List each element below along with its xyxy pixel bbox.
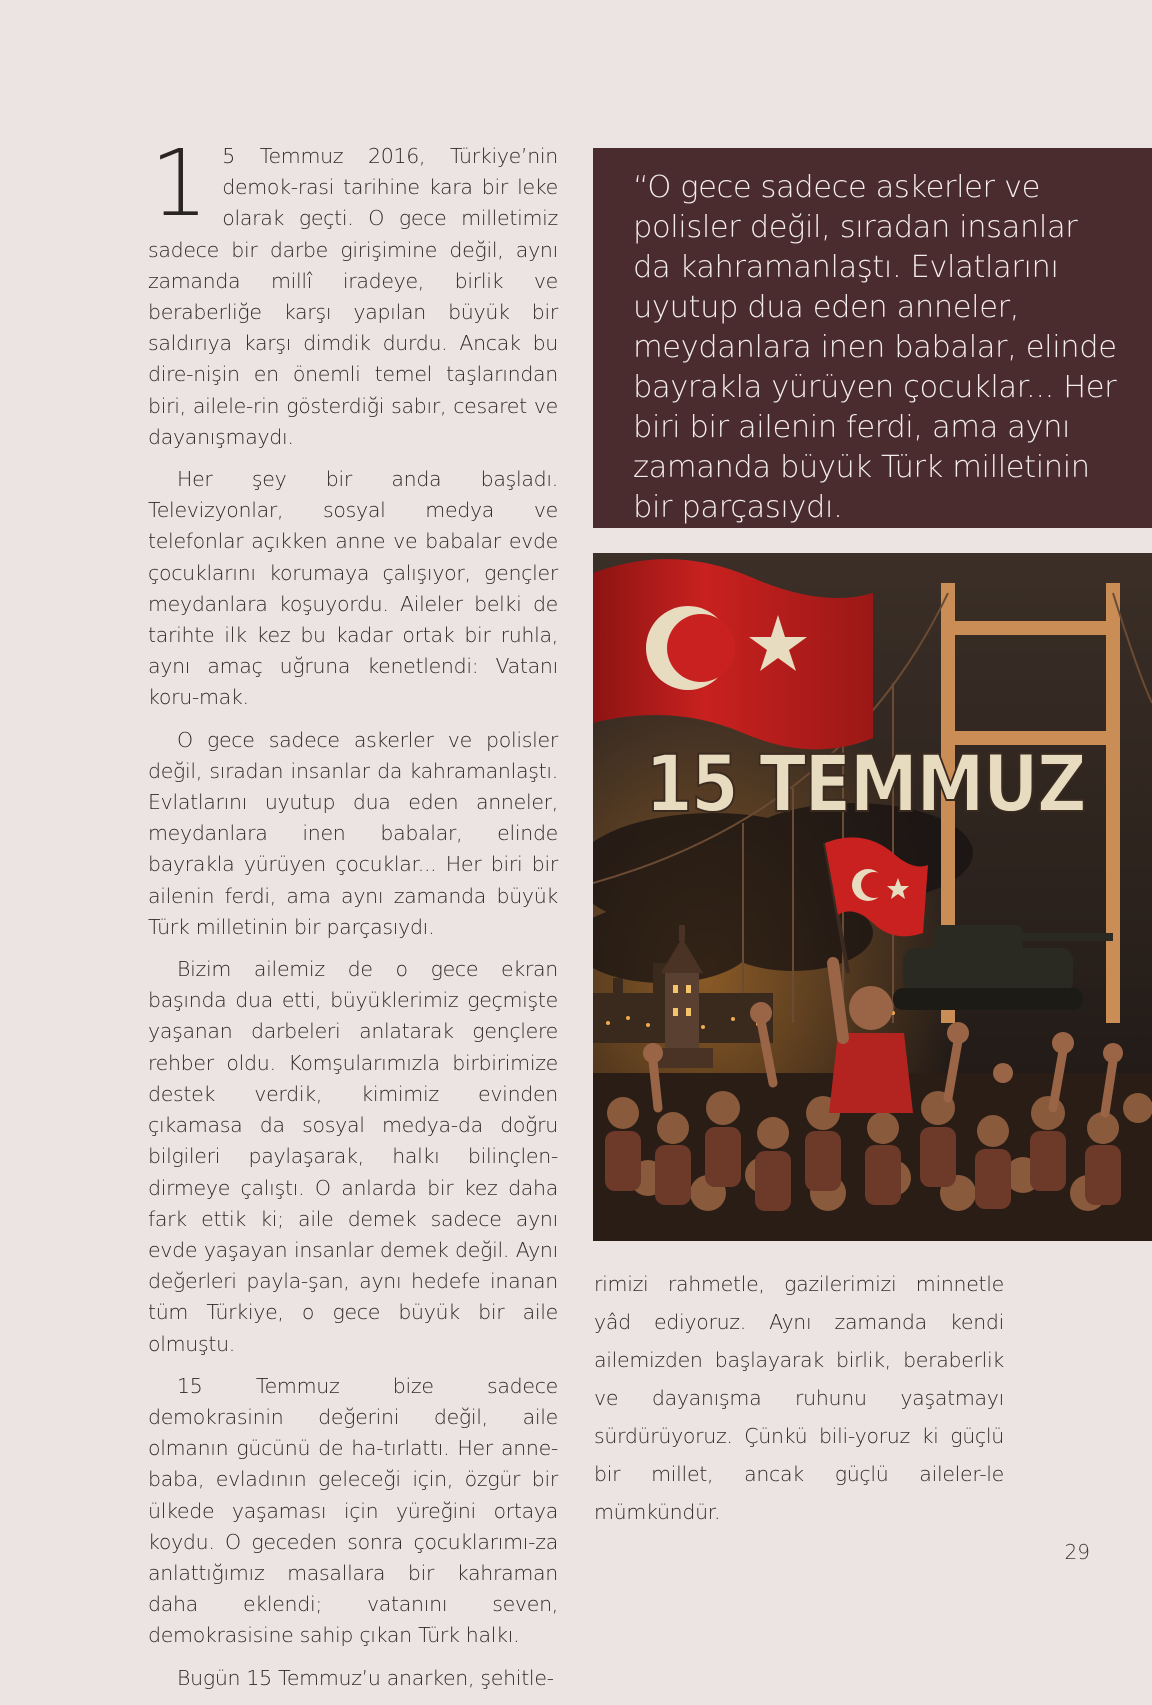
drop-cap: 1 bbox=[150, 130, 209, 237]
poster-title: 15 TEMMUZ bbox=[645, 740, 1085, 830]
poster-illustration bbox=[593, 553, 1152, 1241]
paragraph-1-text: 5 Temmuz 2016, Türkiye’nin demok-rasi tarihine kara bir leke olarak geçti. O gece milletimiz sadece bir darbe girişimine değil, aynı zamanda millî iradeye, birlik ve beraberliğe karşı yapılan büyük bir saldırıya karşı dimdik durdu. Ancak bu dire-nişin en önemli temel taşlarından biri, ailele-rin gösterdiği sabır, cesaret ve dayanışmaydı. bbox=[148, 144, 558, 449]
article-continuation bbox=[594, 1265, 1004, 1531]
paragraph-5: 15 Temmuz bize sadece demokrasinin değerini değil, aile olmanın gücünü de ha-tırlattı. Her anne-baba, evladının geleceği için, özgür bir ülkede yaşaması için yüreğini ortaya koydu. O geceden sonra çocuklarımı-za anlattığımız masallara bir kahraman daha eklendi; vatanını seven, demokrasisine sahip çıkan Türk halkı. bbox=[148, 1373, 558, 1648]
pull-quote-text: “O gece sadece askerler ve polisler değil, sıradan insanlar da kahramanlaştı. Evlatlarını uyutup dua eden anneler, meydanlara inen babalar, elinde bayrakla yürüyen çocuklar... Her biri bir ailenin ferdi, ama aynı zamanda büyük Türk milletinin bir parçasıydı. bbox=[633, 170, 1117, 525]
page-number: 29 bbox=[1064, 1540, 1090, 1564]
paragraph-3: O gece sadece askerler ve polisler değil, sıradan insanlar da kahramanlaştı. Evlatlarını uyutup dua eden anneler, meydanlara inen babalar, elinde bayrakla yürüyen çocuklar... Her biri bir ailenin ferdi, ama aynı zamanda büyük Türk milletinin bir parçasıydı. bbox=[148, 727, 558, 939]
paragraph-6: Bugün 15 Temmuz’u anarken, şehitle- bbox=[177, 1665, 554, 1690]
continuation-paragraph: rimizi rahmetle, gazilerimizi minnetle yâd ediyoruz. Aynı zamanda kendi ailemizden başlayarak birlik, beraberlik ve dayanışma ruhunu yaşatmayı sürdürüyoruz. Çünkü bili-yoruz ki güçlü bir millet, ancak güçlü aileler-le mümkündür. bbox=[594, 1272, 1004, 1524]
poster-image bbox=[593, 553, 1152, 1241]
paragraph-2: Her şey bir anda başladı. Televizyonlar, sosyal medya ve telefonlar açıkken anne ve babalar evde çocuklarını korumaya çalışıyor, gençler meydanlara koşuyordu. Aileler belki de tarihte ilk kez bu kadar ortak bir ruhla, aynı amaç uğruna kenetlendi: Vatanı koru-mak. bbox=[148, 467, 558, 710]
article-body bbox=[148, 130, 558, 1705]
paragraph-4: Bizim ailemiz de o gece ekran başında dua etti, büyüklerimiz geçmişte yaşanan darbeleri anlatarak gençlere rehber oldu. Komşularımızla birbirimize destek verdik, kimimiz evinden çıkamasa da sosyal medya-da doğru bilgileri paylaşarak, halkı bilinçlen-dirmeye çalıştı. O anlarda bir kez daha fark ettik ki; aile demek sadece aynı evde yaşayan insanlar demek değil. Aynı değerleri payla-şan, aynı hedefe inanan tüm Türkiye, o gece büyük bir aile olmuştu. bbox=[148, 957, 558, 1356]
paragraph-1 bbox=[148, 130, 558, 453]
pull-quote-box bbox=[593, 148, 1152, 528]
